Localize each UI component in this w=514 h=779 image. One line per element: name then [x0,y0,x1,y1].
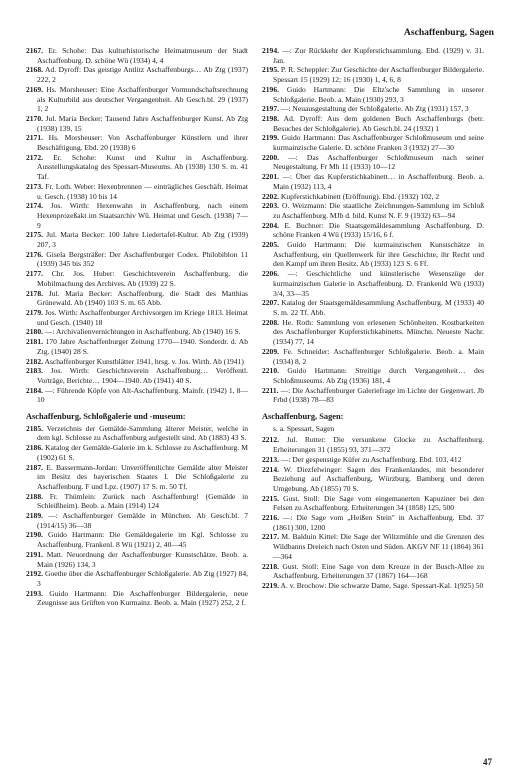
entry-number: 2188. [26,491,43,501]
bibliography-entry [262,435,484,454]
bibliography-entry [262,269,484,298]
bibliography-entry [262,65,484,84]
entry-text: —: Über das Kupferstichkabinett… in Aschaffenburg. Beob. a. Main (1932) 113, 4 [273,172,485,191]
entry-number: 2189. [26,511,43,521]
entry-number: 2197. [262,104,279,114]
bibliography-entry [26,386,248,405]
bibliography-entry [26,492,248,511]
entry-number: 2169. [26,84,43,94]
bibliography-entry [26,133,248,152]
entry-text: Jos. Wirth: Aschaffenburger Archivsorgen im Kriege 1813. Heimat und Gesch. (1940) 18 [37,307,248,327]
entry-text: Gust. Stoll: Die Sage vom eingemauerten Kapuziner bei den Felsen zu Aschaffenburg. Erheiterungen 34 (1858) 125, 500 [273,493,485,513]
entry-number: 2179. [26,307,43,317]
entry-number: 2199. [262,133,279,143]
entry-text: Hs. Morsheuser: Von Aschaffenburger Künstlern und ihrer Beschäftigung. Ebd. 20 (1938) 6 [37,133,248,153]
entry-text: He. Roth: Sammlung von erlesenen Schönheiten. Kostbarkeiten des Aschaffenburger Kupferstichkabinetts. Münchn. Neueste Nachr. (1934) 77, 14 [273,317,484,347]
entry-text: Guido Hartmann: Die Aschaffenburger Bildergalerie, neue Zeugnisse aus Grüften von Kurmainz. Beob. a. Main (1927) 252, 2 f. [37,588,248,608]
entry-text: A. v. Brochow: Die schwarze Dame, Sage. Spessart-Kal. 1(925) 50 [280,580,484,590]
bibliography-entry [26,511,248,530]
entry-text: —: Geschichtliche und künstlerische Wesenszüge der kurmainzischen Galerie in Aschaffenburg. D. Frankenld Wü (1933) 3/4, 33—35 [273,269,484,298]
bibliography-entry [262,46,484,65]
entry-text: Gisela Bergsträßer: Der Aschaffenburger Codex. Philobiblon 11 (1939) 345 bis 352 [37,249,248,269]
entry-text: Er. Schohe: Kunst und Kultur in Aschaffenburg. Ausstellungskatalog des Spessart-Museums. Ab (1938) 130 S. m. 41 Taf. [37,152,248,182]
bibliography-entry [26,443,248,462]
bibliography-entry [26,589,248,608]
entry-text: Katalog der Gemälde-Galerie im k. Schlosse zu Aschaffenburg. M (1902) 61 S. [37,443,248,462]
entry-text: Fe. Schneider: Aschaffenburger Schloßgalerie. Beob. a. Main (1934) 8, 2 [273,346,484,366]
bibliography-entry [26,308,248,327]
entry-number: 2205. [262,240,279,250]
entry-number: 2217. [262,532,279,542]
entry-text: Aschaffenburger Kunstblätter 1941, hrsg. v. Jos. Wirth. Ab (1941) [44,356,244,366]
entry-number: 2219. [262,580,279,590]
entry-text: Jos. Wirth: Hexenwahn in Aschaffenburg, nach einem Hexenprozeßakt im Staatsarchiv Wü. Heimat und Gesch. (1938) 7—9 [37,201,248,230]
entry-text: W. Diezfelwinger: Sagen des Frankenlandes, mit besonderer Beziehung auf Aschaffenburg, Würzburg, Bamberg und deren Umgebung. Ab (1855) 70 S. [273,464,484,493]
bibliography-entry [262,172,484,191]
entry-number: 2198. [262,113,279,123]
bibliography-entry [26,114,248,133]
entry-number: 2203. [262,201,279,211]
entry-number: 2181. [26,337,43,347]
entry-text: Kupferstichkabinett (Eröffnung). Ebd. (1932) 102, 2 [280,191,440,201]
entry-text: —: Zur Rückkehr der Kupferstichsammlung. Ebd. (1929) v. 31. Jan. [273,46,484,65]
entry-text: Verzeichnis der Gemälde-Sammlung älterer Meister, welche in dem kgl. Schlosse zu Aschaffenburg aufgestellt sind. Ab (1883) 43 S. [37,423,248,443]
bibliography-entry [262,513,484,532]
bibliography-entry [26,85,248,114]
bibliography-entry [26,250,248,269]
section-heading: Aschaffenburg, Schloßgalerie und -museum: [26,412,186,422]
bibliography-entry [26,65,248,84]
entry-number: 2193. [26,588,43,598]
bibliography-entry [26,569,248,588]
bibliography-entry [26,463,248,492]
entry-number: 2195. [262,65,279,75]
page-number: 47 [483,757,492,767]
entry-text: Jul. Maria Becker: 100 Jahre Liedertafel-Kultur. Ab Ztg (1939) 207, 3 [37,230,248,250]
entry-number: 2207. [262,298,279,308]
bibliography-entry [262,104,484,114]
entry-text: —: Der gespenstige Küfer zu Aschaffenburg. Ebd. 103, 412 [280,454,462,464]
entry-text: Jul. Maria Becker: Aschaffenburg, die Stadt des Matthias Grünewald. Ab (1940) 103 S. m. 65 Abb. [37,288,248,308]
entry-number: 2218. [262,561,279,571]
entry-text: P. R. Scheppler: Zur Geschichte der Aschaffenburger Bildergalerie. Spessart 15 (1929) 12; 16 (1930) 1, 4, 6, 8 [273,65,484,85]
entry-number: 2183. [26,366,43,376]
entry-number: 2180. [26,327,43,337]
right-column [262,46,484,591]
bibliography-entry [26,550,248,569]
entry-number: 2194. [262,46,279,55]
bibliography-entry [262,366,484,385]
entry-text: Ad. Dyroff: Aus dem goldenen Buch Aschaffenburgs (betr. Besuches der Schloßgalerie). Ab Gesch.bl. 24 (1932) 1 [273,113,484,133]
entry-number: 2211. [262,385,279,395]
running-header: Aschaffenburg, Sagen [403,27,494,38]
entry-text: —: Das Aschaffenburger Schloßmuseum nach seiner Neugestaltung. Fr Mh 11 (1933) 10—12 [273,152,484,172]
entry-number: 2206. [262,269,279,279]
bibliography-entry [26,424,248,443]
bibliography-entry [262,133,484,152]
entry-text: Jos. Wirth: Geschichtsverein Aschaffenburg… Veröffentl. Vorträge, Berichte… 1904—1940. Ab (1941) 40 S. [37,366,248,385]
entry-text: Jul. Maria Becker: Tausend Jahre Aschaffenburger Kunst. Ab Ztg (1938) 139, 15 [37,113,248,133]
entry-text: Jul. Rutter: Die versunkene Glocke zu Aschaffenburg. Erheiterungen 31 (1855) 93, 371—372 [273,435,484,455]
entry-number: 2190. [26,530,43,540]
entry-number: 2173. [26,181,43,191]
bibliography-entry [26,201,248,230]
bibliography-entry [26,269,248,288]
bibliography-entry [26,46,248,65]
entry-number: 2178. [26,288,43,298]
bibliography-entry [262,465,484,494]
entry-number: 2201. [262,172,279,182]
bibliography-entry [26,153,248,182]
entry-text: —: Die Aschaffenburger Galeriefrage im Lichte der Gegenwart. Jb Frbd (1938) 78—83 [273,385,484,405]
bibliography-entry [262,240,484,269]
bibliography-entry [262,298,484,317]
entry-number: 2182. [26,356,43,366]
entry-text: Guido Hartmann: Die Gemäldegalerie im Kgl. Schlosse zu Aschaffenburg. Frankenl. 8 Wü (1921) 2, 40—45 [37,530,248,550]
entry-number: 2204. [262,220,279,230]
bibliography-entry [262,562,484,581]
entry-text: Guido Hartmann: Die Eltz'sche Sammlung in unserer Schloßgalerie. Beob. a. Main (1930) 293, 3 [273,84,484,104]
entry-text: Matt. Neuordnung der Aschaffenburger Kunstschätze. Beob. a. Main (1926) 134, 3 [37,549,248,569]
entry-number: 2202. [262,191,279,201]
entry-text: Katalog der Staatsgemäldesammlung Aschaffenburg. M (1933) 40 S. m. 22 Tf. Abb. [273,298,484,317]
bibliography-entry [262,192,484,202]
entry-number: 2196. [262,84,279,94]
bibliography-entry [262,318,484,347]
bibliography-entry [26,289,248,308]
entry-number: 2186. [26,443,43,453]
left-column [26,46,248,608]
entry-number: 2168. [26,65,43,75]
entry-number: 2214. [262,464,279,474]
entry-number: 2216. [262,513,279,523]
entry-number: 2185. [26,423,43,433]
entry-number: 2177. [26,269,43,279]
entry-number: 2176. [26,249,43,259]
bibliography-entry [26,530,248,549]
entry-number: 2170. [26,113,43,123]
entry-number: 2191. [26,549,43,559]
entry-number: 2171. [26,133,43,143]
bibliography-entry [26,357,248,367]
entry-text: —: Neuausgestaltung der Schloßgalerie. Ab Ztg (1931) 157, 3 [280,104,469,114]
bibliography-entry [262,532,484,561]
bibliography-entry [26,230,248,249]
entry-text: Fr. Loth. Weber: Hexenbrennen — einträgliches Geschäft. Heimat u. Gesch. (1938) 10 bis 14 [37,181,248,201]
section-crossref: s. a. Spessart, Sagen [273,423,335,433]
bibliography-entry [262,114,484,133]
entry-number: 2192. [26,569,43,579]
entry-text: Guido Hartmann: Die kurmainzischen Kunstschätze in Aschaffenburg, ein Quellenwerk für ihre Geschichte, ihr Recht und den Kampf um ihren Besitz. Ab (1933) 123 S. 6 Ff. [273,240,485,269]
entry-text: Er. Schohe: Das kulturhistorische Heimatmuseum der Stadt Aschaffenburg. D. schöne Wü (1934) 4, 4 [37,46,248,65]
entry-number: 2208. [262,317,279,327]
entry-number: 2215. [262,493,279,503]
entry-text: Goethe über die Aschaffenburger Schloßgalerie. Ab Ztg (1927) 84, 3 [37,569,248,588]
entry-text: E. Bassermann-Jordan: Unveröffentlichte Gemälde alter Meister im Besitz des bayerischen Staates I. Die Schloßgalerie zu Aschaffenburg. F und Lpz. (1907) 17 S. m. 50 Tf. [37,462,248,491]
entry-number: 2174. [26,201,43,211]
entry-number: 2209. [262,346,279,356]
entry-number: 2210. [262,366,279,376]
bibliography-entry [262,494,484,513]
entry-text: O. Weizmann: Die staatliche Zeichnungen-Sammlung im Schloß zu Aschaffenburg. MJb d. bild. Kunst N. F. 9 (1932) 63—94 [273,201,485,220]
entry-number: 2200. [262,152,279,162]
entry-text: Hs. Morsheuser: Eine Aschaffenburger Vormundschaftsrechnung als Kulturbild aus deutscher Vergangenheit. Ab Gesch.bl. 29 (1937) 1, 2 [37,84,248,114]
bibliography-entry [262,153,484,172]
entry-number: 2167. [26,46,43,55]
bibliography-entry [262,221,484,240]
section-heading: Aschaffenburg, Sagen: [262,412,344,422]
entry-text: Guido Hartmann: Das Aschaffenburger Schloßmuseum und seine kurmainzische Galerie. D. schöne Franken 3 (1932) 27—30 [273,133,484,153]
entry-text: —: Führende Köpfe von Alt-Aschaffenburg. Mainfr. (1942) 1, 8—10 [37,385,248,405]
entry-number: 2213. [262,454,279,464]
bibliography-entry [26,327,248,337]
entry-number: 2212. [262,435,279,445]
entry-text: E. Buchner: Die Staatsgemäldesammlung Aschaffenburg. D. schöne Franken 4 Wü (1933) 15/16, 6 f. [273,220,485,240]
entry-text: Fr. Thümlein: Zurück nach Aschaffenburg! (Gemälde in Schleißheim). Beob. a. Main (1914) 124 [37,491,248,511]
entry-number: 2175. [26,230,43,240]
entry-text: Chr. Jos. Huber: Geschichtsverein Aschaffenburg, die Mobilmachung des Archives. Ab (1939) 22 S. [37,269,248,288]
entry-text: —: Archivalienvernichtungen in Aschaffenburg. Ab (1940) 16 S. [44,327,241,337]
entry-number: 2184. [26,385,43,395]
bibliography-entry [262,581,484,591]
bibliography-entry [262,386,484,405]
entry-text: —: Die Sage vom „Heißen Stein" in Aschaffenburg. Ebd. 37 (1861) 300, 1200 [273,513,484,532]
entry-text: Gust. Stoll: Eine Sage von dem Kreuze in der Busch-Allee zu Aschaffenburg. Erheiterungen 37 (1867) 164—168 [273,561,484,581]
bibliography-entry [26,182,248,201]
entry-text: Ad. Dyroff: Das geistige Antlitz Aschaffenburgs… Ab Ztg (1937) 222, 2 [37,65,248,85]
bibliography-entry [262,85,484,104]
bibliography-entry [262,455,484,465]
entry-text: M. Balduin Kittel: Die Sage der Wiltzmühle und die Grenzen des Wildbanns Dreieich nach Osten und Süden. AKGV NF 11 (1864) 361—364 [273,532,485,561]
bibliography-entry [26,366,248,385]
entry-text: —: Aschaffenburger Gemälde in München. Ab Gesch.bl. 7 (1914/15) 36—38 [37,511,249,530]
entry-text: Guido Hartmann: Streitige durch Vergangenheit… des Schloßmuseums. Ab Ztg (1936) 181, 4 [273,366,485,385]
entry-number: 2172. [26,152,43,162]
entry-text: 170 Jahre Aschaffenburger Zeitung 1770—1940. Sonderdr. d. Ab Ztg. (1940) 28 S. [37,337,248,356]
bibliography-entry [262,347,484,366]
bibliography-entry [262,201,484,220]
entry-number: 2187. [26,462,43,472]
bibliography-entry [26,337,248,356]
